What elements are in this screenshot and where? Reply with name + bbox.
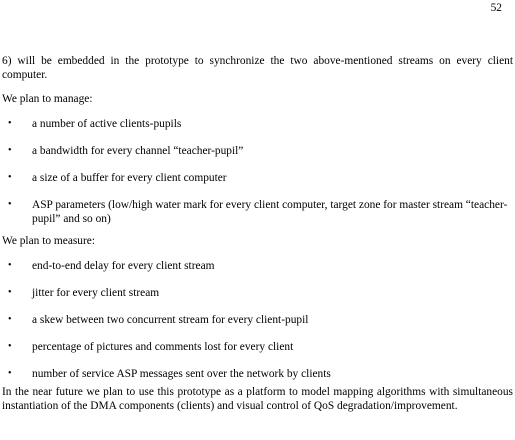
list-item-text: percentage of pictures and comments lost for every client — [32, 341, 294, 353]
bullet-icon: • — [8, 314, 12, 325]
list-item-text: ASP parameters (low/high water mark for every client computer, target zone for master stream “teacher-pupil” and so on) — [32, 199, 508, 225]
bullet-icon: • — [8, 341, 12, 352]
list-item — [2, 286, 513, 300]
document-body — [2, 54, 513, 413]
manage-heading: We plan to manage: — [2, 93, 93, 105]
list-item — [2, 340, 513, 354]
page-number: 52 — [490, 2, 502, 14]
bullet-icon: • — [8, 118, 12, 129]
list-item-text: end-to-end delay for every client stream — [32, 260, 215, 272]
list-item — [2, 259, 513, 273]
measure-heading: We plan to measure: — [2, 235, 96, 247]
list-item — [2, 198, 513, 226]
bullet-icon: • — [8, 145, 12, 156]
bullet-icon: • — [8, 199, 12, 210]
list-item-text: a bandwidth for every channel “teacher-pupil” — [32, 145, 244, 157]
bullet-icon: • — [8, 368, 12, 379]
list-item — [2, 171, 513, 185]
list-item — [2, 117, 513, 131]
list-item — [2, 313, 513, 327]
measure-list — [2, 259, 513, 381]
list-item-text: a size of a buffer for every client computer — [32, 172, 227, 184]
list-item-text: a skew between two concurrent stream for every client-pupil — [32, 314, 309, 326]
list-item-text: number of service ASP messages sent over the network by clients — [32, 368, 331, 380]
bullet-icon: • — [8, 287, 12, 298]
intro-paragraph: 6) will be embedded in the prototype to synchronize the two above-mentioned streams on every client computer. — [2, 55, 513, 81]
list-item-text: a number of active clients-pupils — [32, 118, 182, 130]
conclusion-paragraph: In the near future we plan to use this prototype as a platform to model mapping algorithms with simultaneous instantiation of the DMA components (clients) and visual control of QoS degradation/improvement. — [2, 386, 513, 412]
manage-list — [2, 117, 513, 226]
list-item — [2, 367, 513, 381]
list-item-text: jitter for every client stream — [32, 287, 160, 299]
bullet-icon: • — [8, 172, 12, 183]
list-item — [2, 144, 513, 158]
bullet-icon: • — [8, 260, 12, 271]
